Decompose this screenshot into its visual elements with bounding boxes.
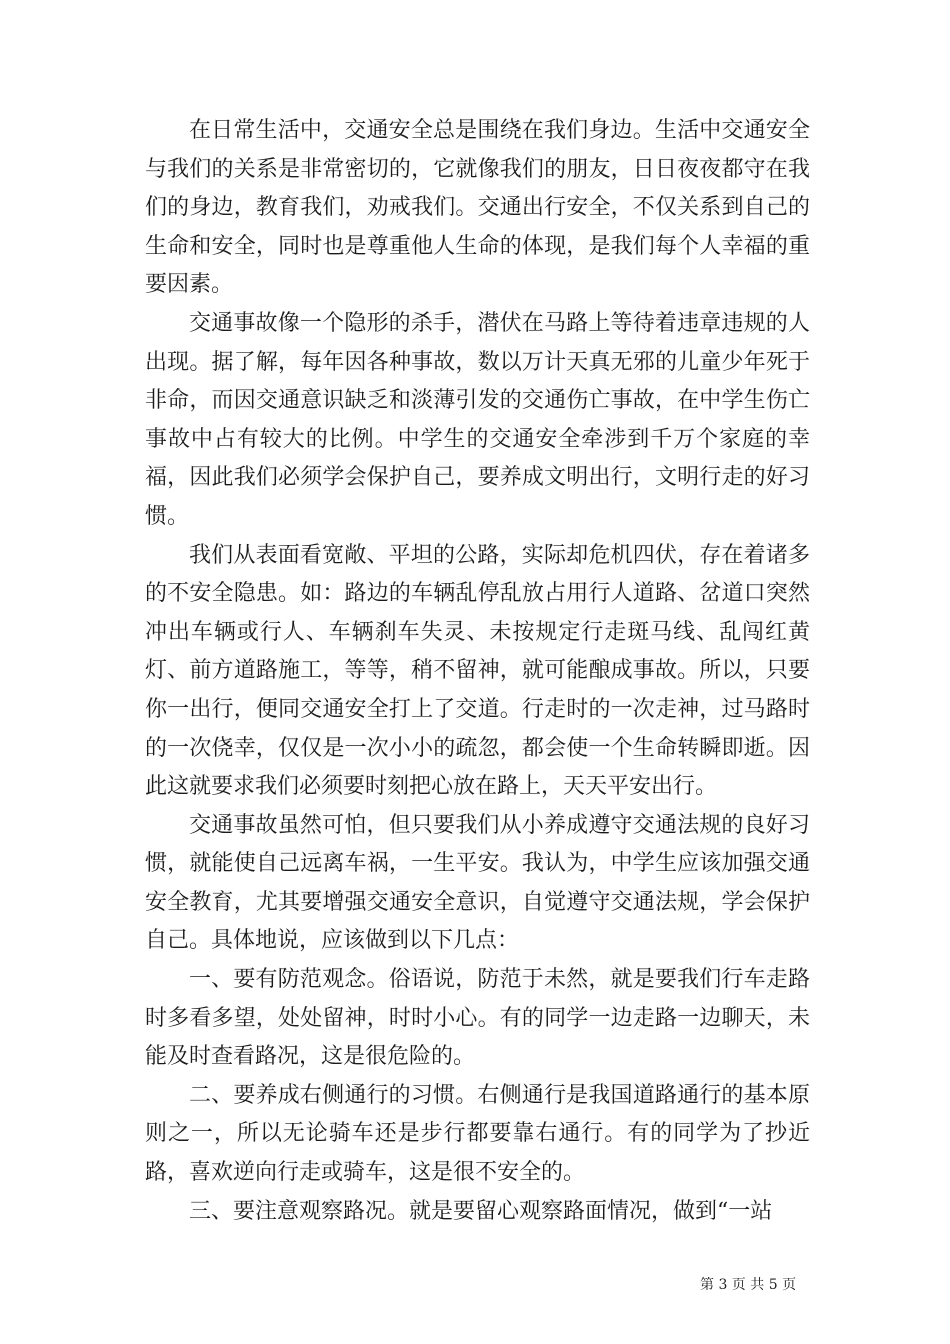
paragraph-1: 在日常生活中，交通安全总是围绕在我们身边。生活中交通安全与我们的关系是非常密切的，它就像我们的朋友，日日夜夜都守在我们的身边，教育我们，劝戒我们。交通出行安全，不仅关系到自己的生命和安全，同时也是尊重他人生命的体现，是我们每个人幸福的重要因素。 <box>145 118 810 298</box>
paragraph-4: 交通事故虽然可怕，但只要我们从小养成遵守交通法规的良好习惯，就能使自己远离车祸，一生平安。我认为，中学生应该加强交通安全教育，尤其要增强交通安全意识，自觉遵守交通法规，学会保护自己。具体地说，应该做到以下几点： <box>145 812 810 954</box>
paragraph-5: 一、要有防范观念。俗语说，防范于未然，就是要我们行车走路时多看多望，处处留神，时时小心。有的同学一边走路一边聊天，未能及时查看路况，这是很危险的。 <box>145 967 810 1070</box>
paragraph-6: 二、要养成右侧通行的习惯。右侧通行是我国道路通行的基本原则之一，所以无论骑车还是步行都要靠右通行。有的同学为了抄近路，喜欢逆向行走或骑车，这是很不安全的。 <box>145 1082 810 1186</box>
paragraph-2: 交通事故像一个隐形的杀手，潜伏在马路上等待着违章违规的人出现。据了解，每年因各种事故，数以万计天真无邪的儿童少年死于非命，而因交通意识缺乏和淡薄引发的交通伤亡事故，在中学生伤亡事故中占有较大的比例。中学生的交通安全牵涉到千万个家庭的幸福，因此我们必须学会保护自己，要养成文明出行，文明行走的好习惯。 <box>145 310 810 529</box>
page-number-footer: 第 3 页 共 5 页 <box>700 1277 797 1293</box>
document-body <box>145 112 810 1231</box>
paragraph-3: 我们从表面看宽敞、平坦的公路，实际却危机四伏，存在着诸多的不安全隐患。如：路边的车辆乱停乱放占用行人道路、岔道口突然冲出车辆或行人、车辆刹车失灵、未按规定行走斑马线、乱闯红黄灯、前方道路施工，等等，稍不留神，就可能酿成事故。所以，只要你一出行，便同交通安全打上了交道。行走时的一次走神，过马路时的一次侥幸，仅仅是一次小小的疏忽，都会使一个生命转瞬即逝。因此这就要求我们必须要时刻把心放在路上，天天平安出行。 <box>145 542 810 800</box>
paragraph-7: 三、要注意观察路况。就是要留心观察路面情况，做到“一站 <box>189 1198 773 1224</box>
